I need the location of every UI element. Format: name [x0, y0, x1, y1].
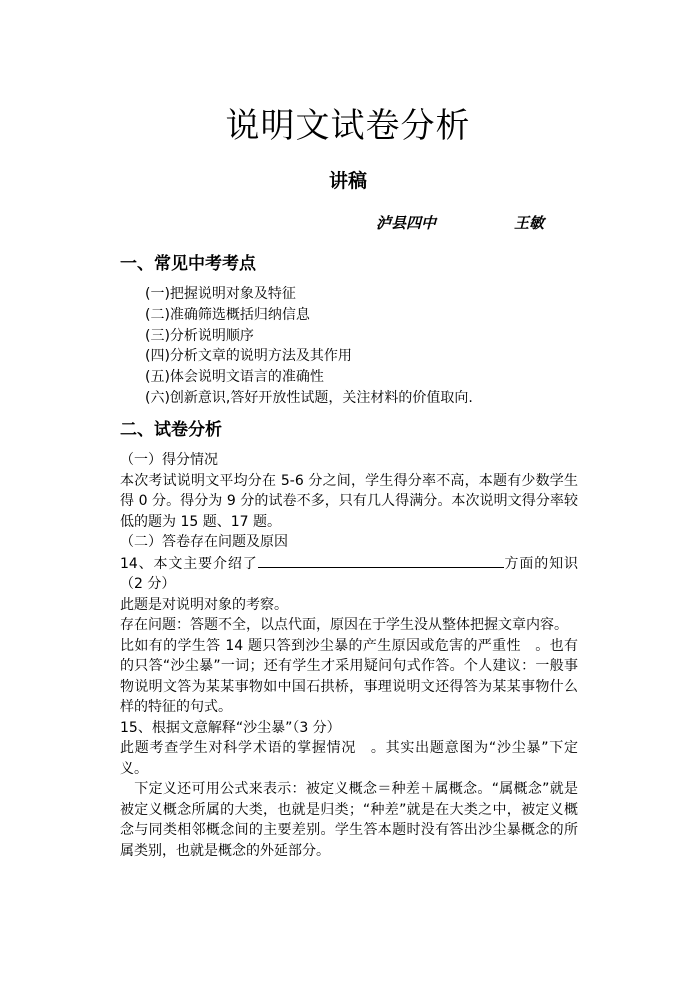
section-heading-2: 二、试卷分析: [120, 420, 222, 440]
paragraph-q14-problem: 存在问题：答题不全，以点代面，原因在于学生没从整体把握文章内容。: [120, 617, 568, 633]
exam-points-list: [145, 284, 473, 409]
paragraph-definition: 下定义还可用公式来表示：被定义概念＝种差＋属概念。“属概念”就是被定义概念所属的大类，也就是归类；“种差”就是在大类之中，被定义概念与同类相邻概念间的主要差别。学生答本题时没有答出沙尘暴概念的所属类别，也就是概念的外延部分。: [120, 781, 578, 859]
paragraph-q14-example: 比如有的学生答 14 题只答到沙尘暴的产生原因或危害的严重性 。也有的只答“沙尘暴”一词；还有学生才采用疑问句式作答。个人建议：一般事物说明文答为某某事物如中国石拱桥，事理说明文还得答为某某事物什么样的特征的句式。: [120, 637, 578, 715]
list-item: (二)准确筛选概括归纳信息: [145, 306, 310, 323]
author-school: 泸县四中: [376, 214, 437, 232]
document-subtitle: 讲稿: [328, 170, 367, 192]
paragraph-score: 本次考试说明文平均分在 5-6 分之间，学生得分率不高，本题有少数学生得 0 分。得分为 9 分的试卷不多，只有几人得满分。本次说明文得分率较低的题为 15 题、17 题。: [120, 472, 578, 530]
author-line: [376, 212, 544, 234]
analysis-body: [120, 450, 578, 861]
subheading-problems: （二）答卷存在问题及原因: [120, 534, 288, 550]
paragraph-q14-note: 此题是对说明对象的考察。: [120, 596, 288, 613]
question-14: [120, 553, 578, 595]
section-heading-1: 一、常见中考考点: [120, 254, 256, 274]
paragraph-q15-note: 此题考查学生对科学术语的掌握情况 。其实出题意图为“沙尘暴”下定义。: [120, 740, 578, 777]
list-item: (一)把握说明对象及特征: [145, 286, 296, 302]
question-15: 15、根据文意解释“沙尘暴”（3 分）: [120, 719, 341, 736]
author-name: 王敏: [514, 214, 545, 232]
document-title: 说明文试卷分析: [225, 106, 471, 146]
list-item: (五)体会说明文语言的准确性: [145, 369, 324, 386]
question-14-suffix: 方面的知识（2 分）: [120, 555, 578, 592]
list-item: (六)创新意识,答好开放性试题，关注材料的价值取向.: [145, 389, 473, 406]
list-item: (四)分析文章的说明方法及其作用: [145, 348, 352, 365]
subheading-score: （一）得分情况: [120, 452, 218, 468]
question-14-prefix: 14、本文主要介绍了: [120, 555, 258, 572]
answer-blank: [258, 553, 504, 568]
list-item: (三)分析说明顺序: [145, 327, 254, 344]
